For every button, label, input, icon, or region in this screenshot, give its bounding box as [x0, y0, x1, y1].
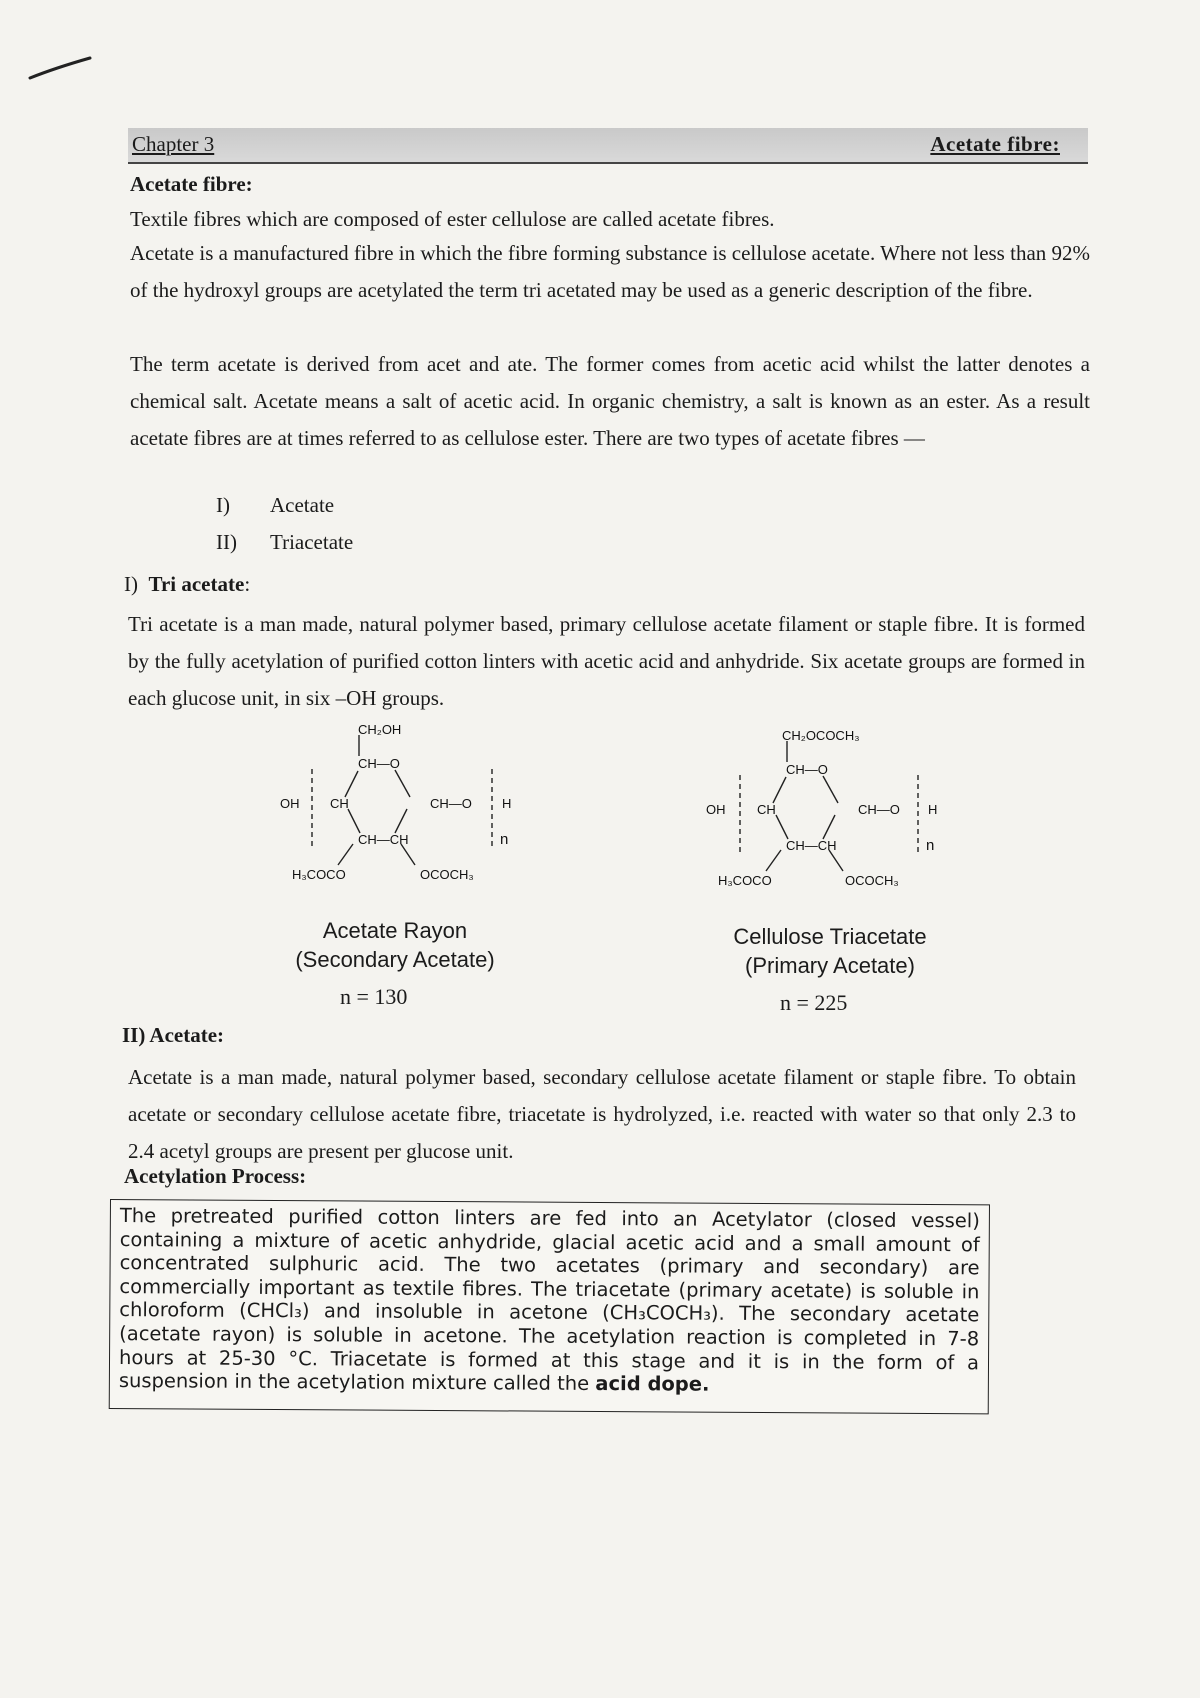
struct-top-group: CH₂OCOCH₃: [782, 728, 860, 743]
struct-left-group: OH: [706, 802, 726, 817]
chapter-header: [128, 128, 1088, 164]
acetylation-process-box: [109, 1199, 990, 1414]
process-text: The pretreated purified cotton linters are fed into an Acetylator (closed vessel) containing a mixture of acetic anhydride, glacial acetic acid and a small amount of concentrated sulphuric acid. The two acetates (primary and secondary) are commercially important as textile fibres. The triacetate (primary acetate) is soluble in chloroform (CHCl₃) and insoluble in acetone (CH₃COCH₃). The secondary acetate (acetate rayon) is soluble in acetone. The acetylation reaction is completed in 7-8 hours at 25-30 °C. Triacetate is formed at this stage and it is in the form of a suspension in the acetylation mixture called the: [118, 1204, 980, 1396]
struct-ring-right: CH—O: [858, 802, 900, 817]
list-item-label: Triacetate: [270, 530, 354, 554]
paragraph-acetate: Acetate is a man made, natural polymer based, secondary cellulose acetate filament or staple fibre. To obtain acetate or secondary cellulose acetate fibre, triacetate is hydrolyzed, i.e. reacted with water so that only 2.3 to 2.4 acetyl groups are present per glucose unit.: [128, 1065, 1076, 1163]
chapter-title: Acetate fibre:: [930, 132, 1060, 156]
struct-ring-left: CH: [330, 796, 349, 811]
struct-ring-bottom: CH—CH: [358, 832, 409, 847]
struct-bottom-right: OCOCH₃: [420, 867, 474, 882]
struct-bottom-right: OCOCH₃: [845, 873, 899, 888]
chapter-number: Chapter 3: [132, 132, 215, 156]
struct-bottom-left: H₃COCO: [718, 873, 772, 888]
struct-n: n: [926, 837, 935, 854]
subheading-acetylation-process: Acetylation Process:: [124, 1164, 307, 1188]
paragraph-triacetate: Tri acetate is a man made, natural polymer based, primary cellulose acetate filament or staple fibre. It is formed by the fully acetylation of purified cotton linters with acetic acid and anhydride. Six acetate groups are formed in each glucose unit, in six –OH groups.: [128, 612, 1085, 710]
list-item-number: II): [216, 530, 237, 554]
struct-ring-bottom: CH—CH: [786, 838, 837, 853]
struct-bottom-left: H₃COCO: [292, 867, 346, 882]
struct-top-group: CH₂OH: [358, 722, 402, 737]
acetate-rayon-caption: Acetate Rayon (Secondary Acetate): [295, 918, 495, 972]
paragraph-definition: Textile fibres which are composed of ester cellulose are called acetate fibres.: [130, 207, 775, 231]
pen-mark: [0, 50, 100, 90]
list-item-label: Acetate: [270, 493, 335, 517]
subheading-triacetate: I) Tri acetate:: [124, 572, 251, 596]
acetate-rayon-n-value: n = 130: [340, 984, 408, 1009]
cellulose-triacetate-n-value: n = 225: [780, 990, 848, 1015]
paragraph-term-origin: The term acetate is derived from acet and ate. The former comes from acetic acid whilst the latter denotes a chemical salt. Acetate means a salt of acetic acid. In organic chemistry, a salt is known as an ester. As a result acetate fibres are at times referred to as cellulose ester. There are two types of acetate fibres —: [130, 352, 1090, 450]
struct-h: H: [502, 796, 512, 811]
struct-ring-top: CH—O: [358, 756, 400, 771]
struct-h: H: [928, 802, 938, 817]
cellulose-triacetate-structure: [700, 726, 980, 906]
struct-n: n: [500, 831, 509, 848]
subheading-acetate: II) Acetate:: [122, 1023, 225, 1047]
process-acid-dope: acid dope.: [595, 1372, 710, 1396]
cellulose-triacetate-caption: Cellulose Triacetate (Primary Acetate): [733, 924, 927, 978]
list-item-number: I): [216, 493, 230, 517]
acetate-rayon-structure: [270, 720, 540, 900]
struct-left-group: OH: [280, 796, 300, 811]
struct-ring-right: CH—O: [430, 796, 472, 811]
struct-ring-left: CH: [757, 802, 776, 817]
struct-ring-top: CH—O: [786, 762, 828, 777]
section-heading-acetate-fibre: Acetate fibre:: [130, 172, 253, 196]
paragraph-manufactured: Acetate is a manufactured fibre in which the fibre forming substance is cellulose acetate. Where not less than 92% of the hydroxyl groups are acetylated the term tri acetated may be used as a generic description of the fibre.: [130, 241, 1091, 302]
